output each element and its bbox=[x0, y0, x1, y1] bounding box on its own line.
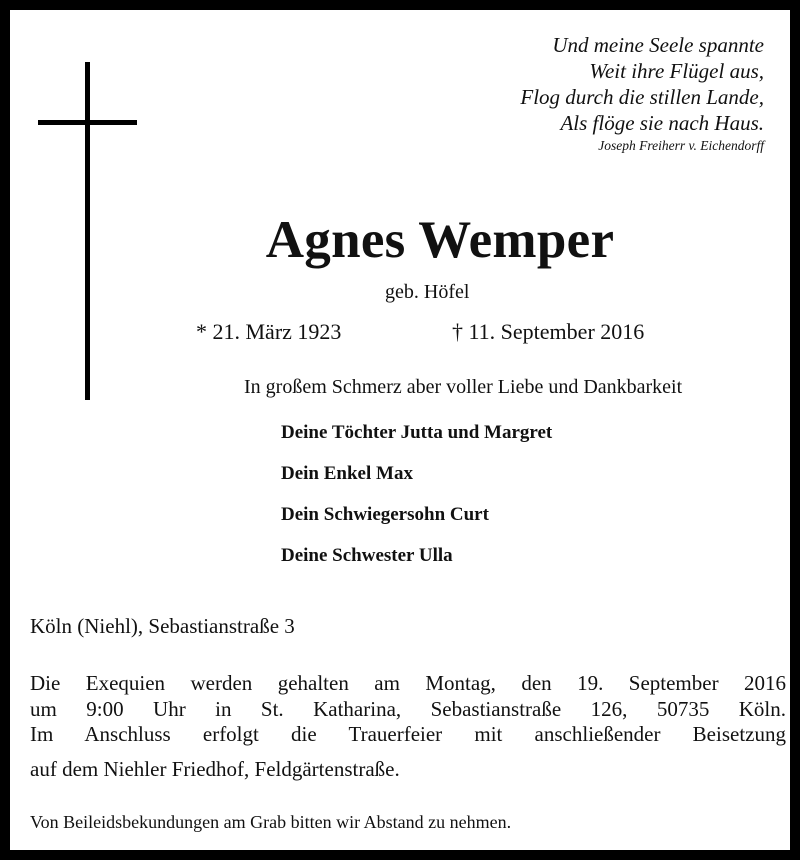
cross-horizontal-bar bbox=[38, 120, 137, 125]
birth-date: * 21. März 1923 bbox=[196, 319, 342, 344]
mourner-entry: Dein Enkel Max bbox=[281, 463, 413, 484]
intro-text: In großem Schmerz aber voller Liebe und Dankbarkeit bbox=[244, 376, 683, 398]
deceased-name: Agnes Wemper bbox=[265, 211, 615, 269]
condolence-note: Von Beileidsbekundungen am Grab bitten wir Abstand zu nehmen. bbox=[30, 812, 512, 832]
poem-quote bbox=[520, 32, 764, 156]
poem-line: Und meine Seele spannte bbox=[552, 33, 764, 57]
family-address: Köln (Niehl), Sebastianstraße 3 bbox=[30, 614, 295, 638]
poem-author: Joseph Freiherr v. Eichendorff bbox=[598, 138, 764, 153]
maiden-name: geb. Höfel bbox=[385, 281, 470, 303]
mourners-list bbox=[281, 420, 552, 584]
service-details bbox=[30, 671, 786, 782]
mourner-entry: Dein Schwiegersohn Curt bbox=[281, 504, 489, 525]
death-date: † 11. September 2016 bbox=[452, 319, 645, 344]
service-line: auf dem Niehler Friedhof, Feldgärtenstraße. bbox=[30, 756, 400, 781]
poem-line: Als flöge sie nach Haus. bbox=[560, 111, 764, 135]
service-line: Die Exequien werden gehalten am Montag, den 19. September 2016 bbox=[30, 671, 786, 695]
mourner-entry: Deine Schwester Ulla bbox=[281, 545, 453, 566]
service-line: Im Anschluss erfolgt die Trauerfeier mit anschließender Beisetzung bbox=[30, 722, 786, 746]
poem-line: Weit ihre Flügel aus, bbox=[589, 59, 764, 83]
service-line: um 9:00 Uhr in St. Katharina, Sebastianstraße 126, 50735 Köln. bbox=[30, 696, 786, 721]
poem-line: Flog durch die stillen Lande, bbox=[520, 85, 764, 109]
mourner-entry: Deine Töchter Jutta und Margret bbox=[281, 422, 553, 443]
